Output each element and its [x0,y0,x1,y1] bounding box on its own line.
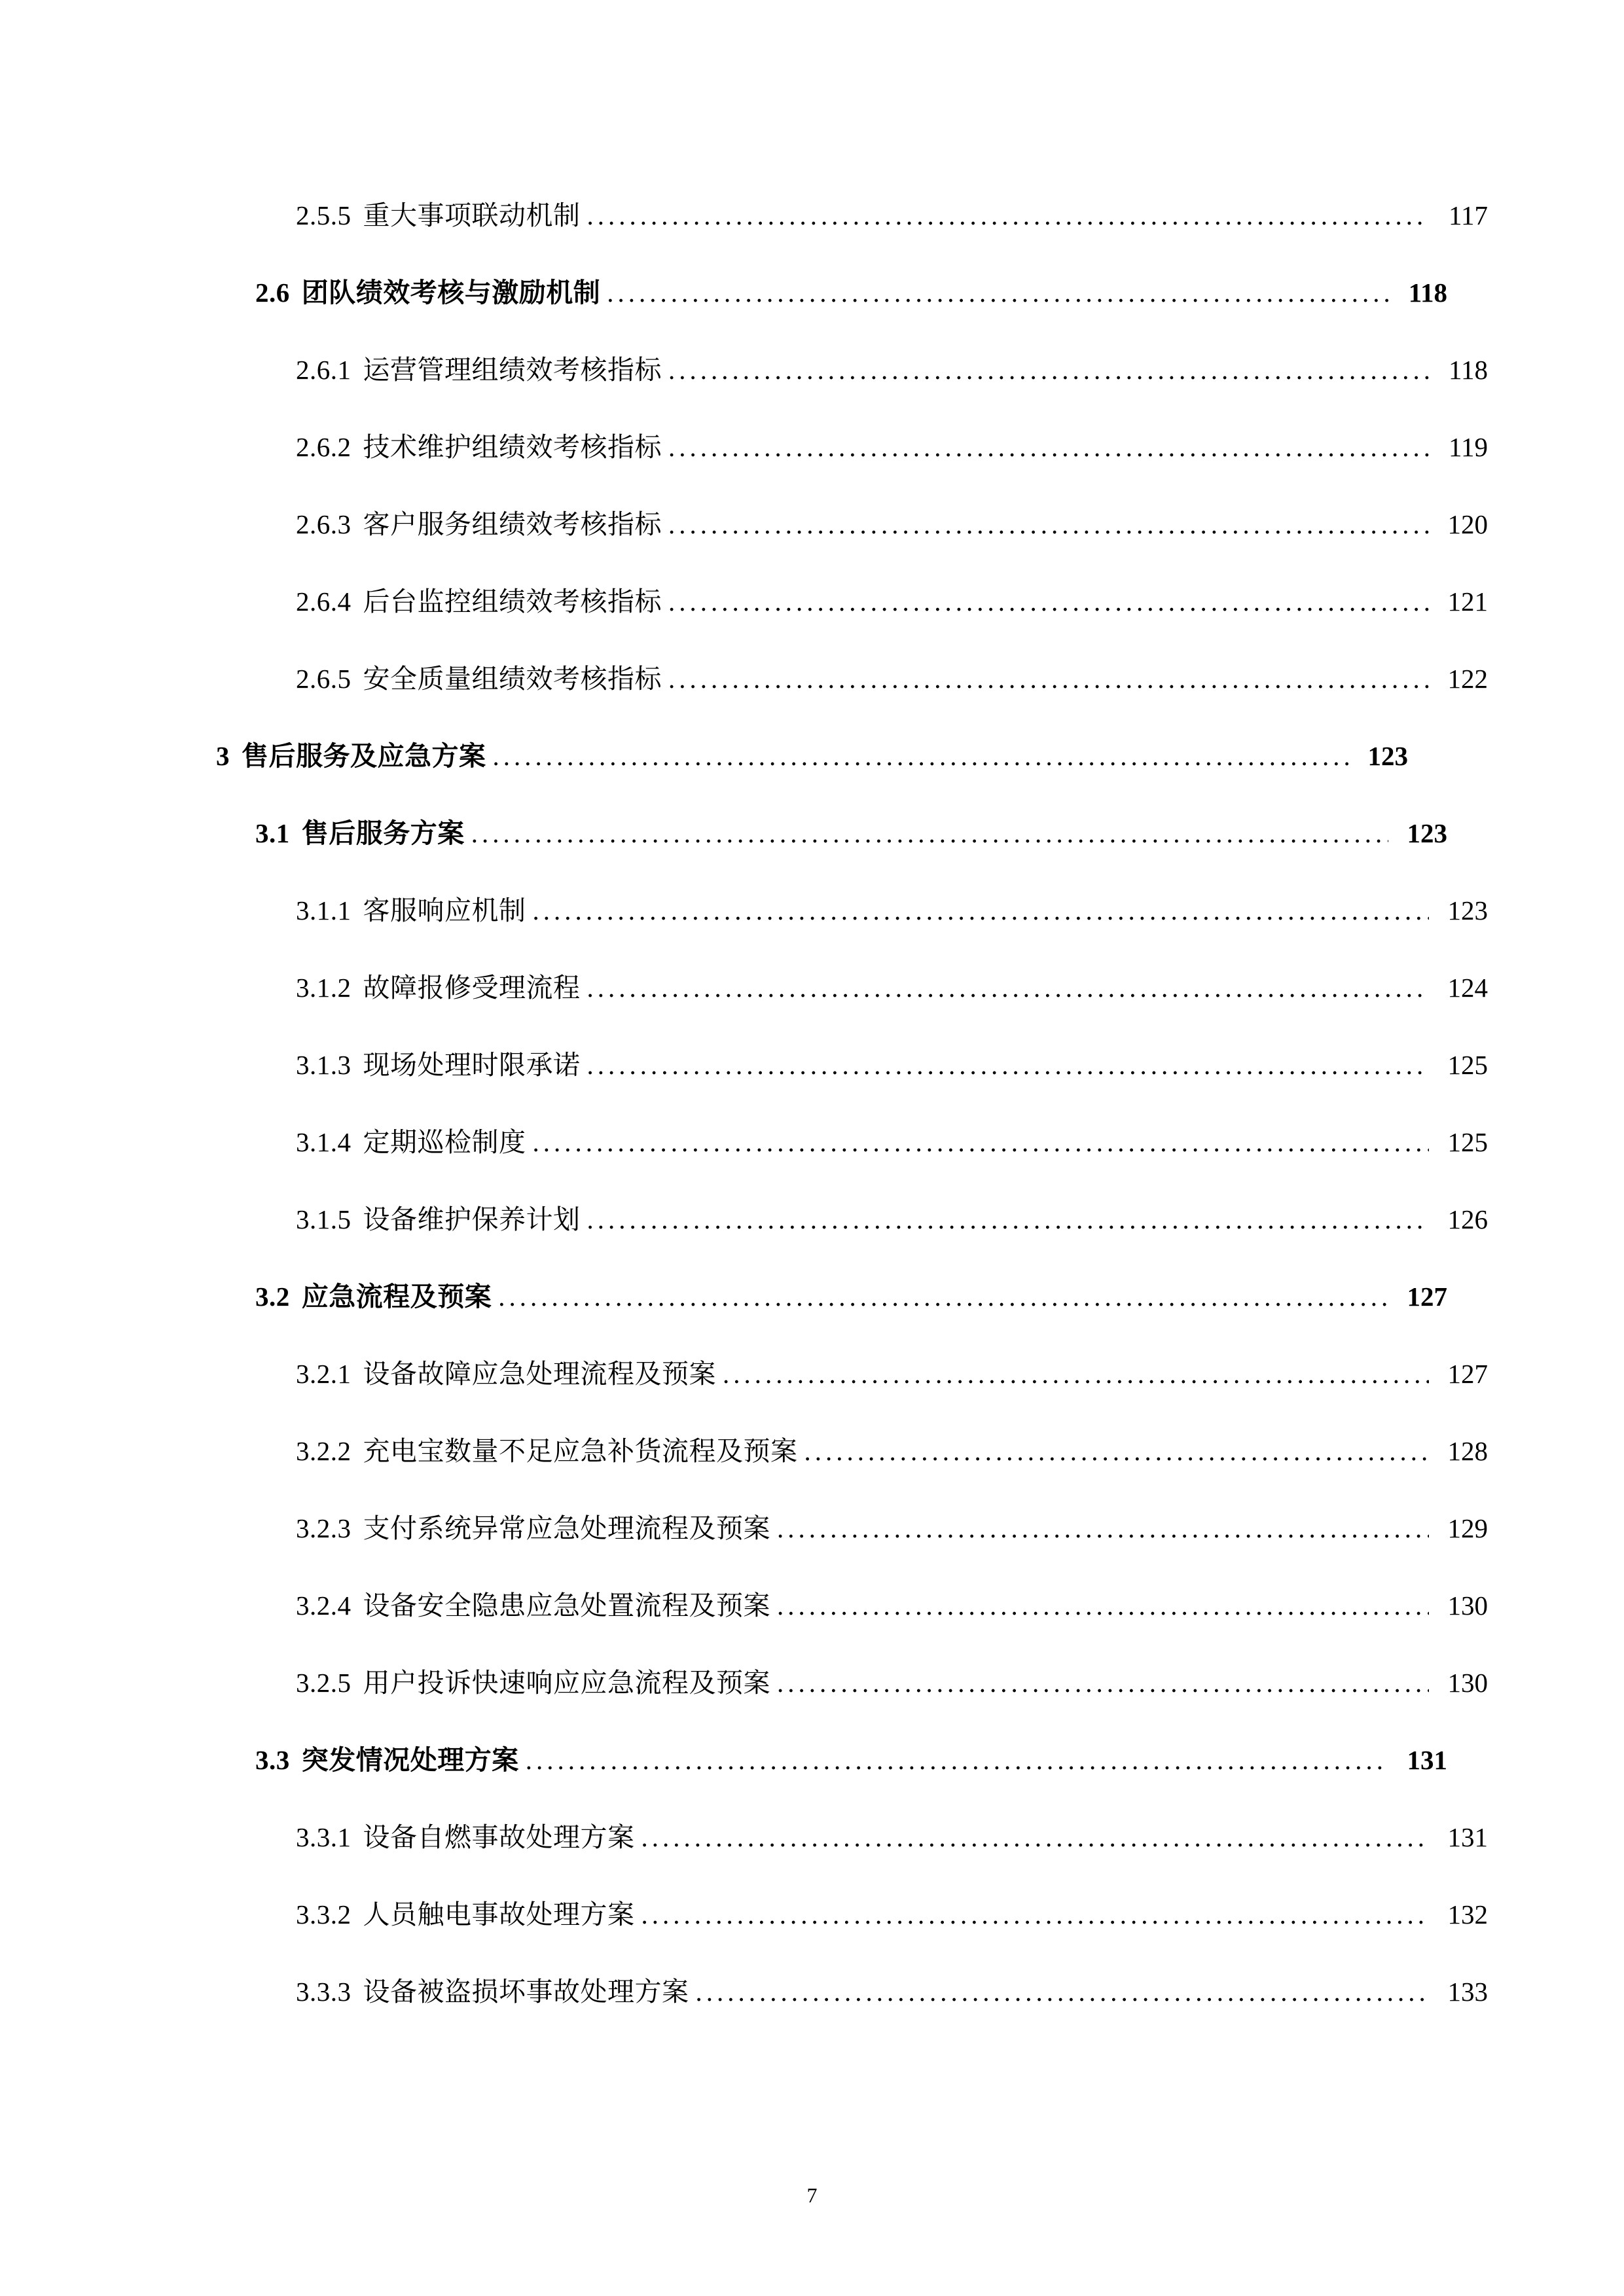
toc-entry-title: 突发情况处理方案 [301,1745,519,1775]
toc-leader-dots [641,1799,1430,1876]
toc-entry-page: 118 [1408,278,1447,308]
toc-entry-label [296,408,662,486]
toc-leader-dots [777,1567,1429,1644]
toc-entry[interactable] [216,254,1447,331]
toc-entry-label [296,1567,770,1644]
toc-entry-title: 安全质量组绩效考核指标 [363,664,662,694]
toc-entry-title: 定期巡检制度 [363,1127,526,1157]
toc-leader-dots [533,1103,1430,1181]
toc-entry-title: 设备自燃事故处理方案 [363,1822,635,1852]
toc-leader-dots [493,717,1350,795]
toc-entry-page: 133 [1447,1977,1488,2007]
toc-entry-page: 117 [1449,200,1488,230]
table-of-contents [216,177,1488,2030]
toc-entry-title: 支付系统异常应急处理流程及预案 [363,1513,770,1543]
toc-leader-dots [526,1721,1388,1799]
toc-entry-page: 121 [1447,586,1488,617]
toc-entry[interactable] [216,1103,1488,1181]
toc-entry-title: 设备安全隐患应急处置流程及预案 [363,1590,770,1621]
toc-entry-title: 应急流程及预案 [301,1282,492,1312]
toc-leader-dots [723,1335,1429,1412]
toc-entry-page: 125 [1447,1127,1488,1157]
toc-entry[interactable] [216,949,1488,1026]
toc-entry-page: 129 [1447,1513,1488,1543]
toc-entry-label [296,872,526,949]
toc-entry-label [296,1181,581,1258]
toc-entry-page: 131 [1407,1745,1447,1775]
toc-leader-dots [804,1412,1430,1490]
toc-entry-label [296,1335,716,1412]
toc-entry-title: 技术维护组绩效考核指标 [363,432,662,462]
toc-entry-label [296,1103,526,1181]
toc-leader-dots [696,1953,1430,2030]
toc-entry-label [296,1799,635,1876]
toc-entry-number: 3.1 [255,818,290,848]
toc-entry-title: 售后服务及应急方案 [242,741,486,771]
toc-entry-number: 2.6.2 [296,432,352,462]
toc-entry-number: 2.6.1 [296,355,352,385]
toc-entry-label [255,254,600,331]
toc-entry-number: 3.1.4 [296,1127,352,1157]
toc-leader-dots [668,563,1429,640]
toc-entry-page: 122 [1447,664,1488,694]
toc-entry-label [296,1644,770,1721]
toc-entry-label [296,177,581,254]
toc-entry[interactable] [216,1181,1488,1258]
toc-entry[interactable] [216,486,1488,563]
toc-entry-number: 3.2.5 [296,1668,352,1698]
toc-entry-page: 125 [1447,1050,1488,1080]
toc-entry-number: 3.1.5 [296,1204,352,1234]
toc-entry-number: 2.6.4 [296,586,352,617]
toc-entry-title: 客户服务组绩效考核指标 [363,509,662,539]
toc-entry-number: 3.1.2 [296,973,352,1003]
toc-leader-dots [641,1876,1430,1953]
toc-entry-page: 124 [1447,973,1488,1003]
toc-entry-title: 充电宝数量不足应急补货流程及预案 [363,1436,798,1466]
toc-entry[interactable] [216,795,1447,872]
toc-entry-label [296,949,581,1026]
toc-entry-number: 2.6 [255,278,290,308]
toc-entry-page: 128 [1447,1436,1488,1466]
toc-entry[interactable] [216,1412,1488,1490]
toc-entry-label [296,640,662,717]
toc-entry[interactable] [216,1876,1488,1953]
toc-entry[interactable] [216,331,1488,408]
toc-entry[interactable] [216,1335,1488,1412]
toc-entry-title: 故障报修受理流程 [363,973,581,1003]
toc-entry-title: 用户投诉快速响应应急流程及预案 [363,1668,770,1698]
toc-entry-title: 设备被盗损坏事故处理方案 [363,1977,689,2007]
page-number: 7 [806,2183,818,2207]
toc-entry-label [255,1258,492,1335]
toc-entry-title: 人员触电事故处理方案 [363,1899,635,1929]
toc-entry-number: 3.2.4 [296,1590,352,1621]
toc-entry-page: 130 [1447,1590,1488,1621]
toc-entry[interactable] [216,872,1488,949]
toc-entry[interactable] [216,1490,1488,1567]
toc-entry[interactable] [216,563,1488,640]
toc-entry-number: 3.2.1 [296,1359,352,1389]
toc-entry-page: 123 [1407,818,1447,848]
toc-entry-title: 客服响应机制 [363,895,526,925]
toc-entry-title: 后台监控组绩效考核指标 [363,586,662,617]
toc-entry-title: 设备故障应急处理流程及预案 [363,1359,716,1389]
toc-entry[interactable] [216,717,1408,795]
toc-entry-number: 3.2.3 [296,1513,352,1543]
toc-entry-page: 118 [1449,355,1488,385]
toc-entry-label [296,1026,581,1103]
toc-entry-number: 3 [216,741,230,771]
toc-entry[interactable] [216,408,1488,486]
toc-entry-page: 130 [1447,1668,1488,1698]
toc-entry-label [216,717,486,795]
toc-entry-number: 3.3.2 [296,1899,352,1929]
toc-entry-label [296,1876,635,1953]
toc-entry-label [296,1412,798,1490]
toc-entry-title: 设备维护保养计划 [363,1204,581,1234]
page-footer [0,2183,1624,2208]
toc-leader-dots [587,1026,1430,1103]
toc-leader-dots [668,408,1429,486]
toc-leader-dots [471,795,1388,872]
toc-leader-dots [668,331,1429,408]
toc-leader-dots [587,949,1430,1026]
toc-entry-number: 3.1.1 [296,895,352,925]
toc-entry[interactable] [216,1799,1488,1876]
toc-entry-label [296,486,662,563]
toc-leader-dots [587,177,1430,254]
toc-entry-label [296,1953,689,2030]
toc-entry-number: 3.2.2 [296,1436,352,1466]
toc-entry-page: 132 [1447,1899,1488,1929]
toc-entry[interactable] [216,1644,1488,1721]
toc-entry-number: 3.2 [255,1282,290,1312]
toc-entry-title: 售后服务方案 [301,818,465,848]
toc-entry[interactable] [216,1953,1488,2030]
toc-entry-number: 3.3.1 [296,1822,352,1852]
toc-entry-page: 131 [1447,1822,1488,1852]
toc-entry[interactable] [216,1721,1447,1799]
toc-entry-title: 重大事项联动机制 [363,200,581,230]
toc-entry-label [296,331,662,408]
toc-leader-dots [533,872,1430,949]
toc-entry-number: 3.1.3 [296,1050,352,1080]
toc-entry-page: 123 [1367,741,1408,771]
toc-entry-page: 120 [1447,509,1488,539]
toc-entry-label [255,795,465,872]
toc-entry-label [296,563,662,640]
toc-entry-number: 2.6.5 [296,664,352,694]
toc-entry-page: 127 [1407,1282,1447,1312]
toc-entry[interactable] [216,1567,1488,1644]
toc-entry-page: 119 [1449,432,1488,462]
toc-entry-title: 运营管理组绩效考核指标 [363,355,662,385]
toc-leader-dots [777,1644,1429,1721]
toc-entry-title: 现场处理时限承诺 [363,1050,581,1080]
toc-leader-dots [777,1490,1429,1567]
toc-entry-number: 2.6.3 [296,509,352,539]
toc-entry[interactable] [216,1026,1488,1103]
toc-leader-dots [587,1181,1430,1258]
toc-entry-label [255,1721,519,1799]
toc-entry[interactable] [216,640,1488,717]
toc-entry[interactable] [216,177,1488,254]
toc-entry-number: 2.5.5 [296,200,352,230]
toc-entry[interactable] [216,1258,1447,1335]
toc-entry-number: 3.3 [255,1745,290,1775]
toc-leader-dots [498,1258,1388,1335]
toc-entry-title: 团队绩效考核与激励机制 [301,278,601,308]
toc-entry-number: 3.3.3 [296,1977,352,2007]
toc-leader-dots [668,640,1429,717]
toc-leader-dots [607,254,1388,331]
toc-entry-page: 123 [1447,895,1488,925]
toc-entry-label [296,1490,770,1567]
toc-leader-dots [668,486,1429,563]
toc-entry-page: 126 [1447,1204,1488,1234]
toc-entry-page: 127 [1447,1359,1488,1389]
